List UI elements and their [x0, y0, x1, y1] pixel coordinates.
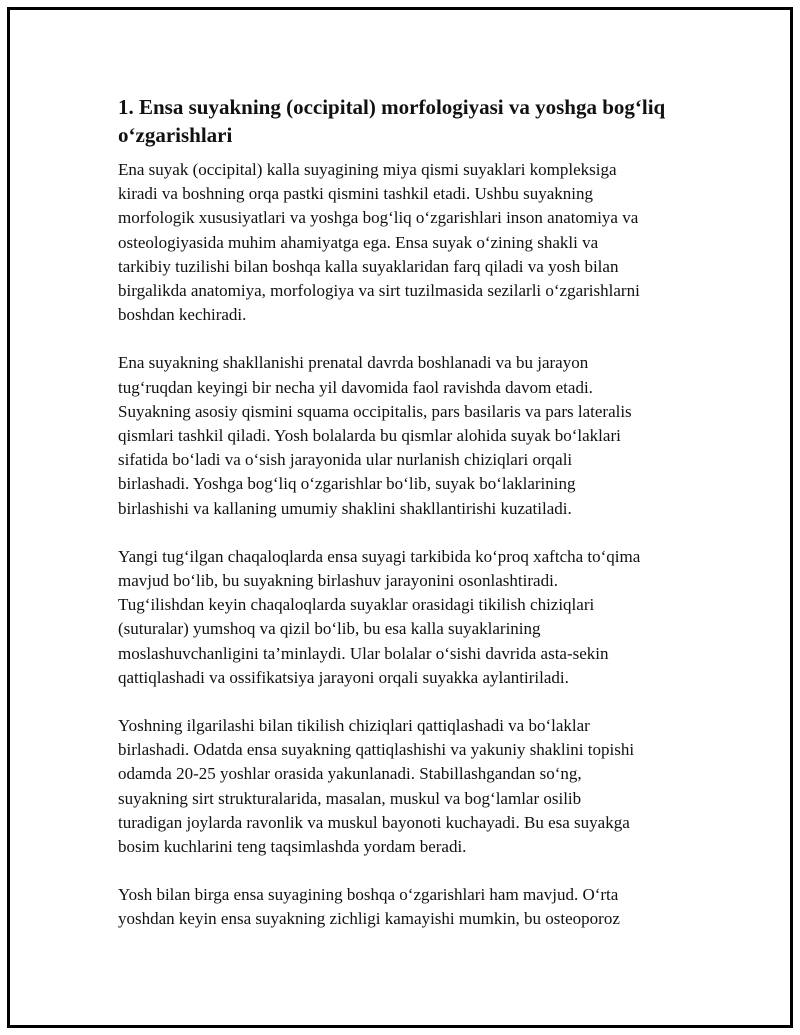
paragraph-3: Yangi tug‘ilgan chaqaloqlarda ensa suyagi tarkibida ko‘proq xaftcha to‘qima mavjud bo‘lib, bu suyakning birlashuv jarayonini osonlashtiradi. Tug‘ilishdan keyin chaqaloqlarda suyaklar orasidagi tikilish chiziqlari (suturalar) yumshoq va qizil bo‘lib, bu esa kalla suyaklarining moslashuvchanligini ta’minlaydi. Ular bolalar o‘sishi davrida asta-sekin qattiqlashadi va ossifikatsiya jarayoni orqali suyakka aylantiriladi. [118, 546, 641, 687]
paragraph-4: Yoshning ilgarilashi bilan tikilish chiziqlari qattiqlashadi va bo‘laklar birlashadi. Odatda ensa suyakning qattiqlashishi va yakuniy shaklini topishi odamda 20-25 yoshlar orasida yakunlanadi. Stabillashgandan so‘ng, suyakning sirt strukturalarida, masalan, muskul va bog‘lamlar osilib turadigan joylarda ravonlik va muskul bayonoti kuchayadi. Bu esa suyakga bosim kuchlarini teng taqsimlashda yordam beradi. [118, 716, 635, 857]
paragraph-5: Yosh bilan birga ensa suyagining boshqa o‘zgarishlari ham mavjud. O‘rta yoshdan keyin ensa suyakning zichligi kamayishi mumkin, bu osteoporoz [118, 885, 620, 929]
document-body [118, 93, 693, 956]
paragraph-1: Ena suyak (occipital) kalla suyagining miya qismi suyaklari kompleksiga kiradi va boshning orqa pastki qismini tashkil etadi. Ushbu suyakning morfologik xususiyatlari va yoshga bog‘liq o‘zgarishlari inson anatomiya va osteologiyasida muhim ahamiyatga ega. Ensa suyak o‘zining shakli va tarkibiy tuzilishi bilan boshqa kalla suyaklaridan farq qiladi va yosh bilan birgalikda anatomiya, morfologiya va sirt tuzilmasida sezilarli o‘zgarishlarni boshdan kechiradi. [118, 160, 640, 325]
paragraph-2: Ena suyakning shakllanishi prenatal davrda boshlanadi va bu jarayon tug‘ruqdan keyingi bir necha yil davomida faol ravishda davom etadi. Suyakning asosiy qismini squama occipitalis, pars basilaris va pars lateralis qismlari tashkil qiladi. Yosh bolalarda bu qismlar alohida suyak bo‘laklari sifatida bo‘ladi va o‘sish jarayonida ular nurlanish chiziqlari orqali birlashadi. Yoshga bog‘liq o‘zgarishlar bo‘lib, suyak bo‘laklarining birlashishi va kallaning umumiy shaklini shakllantirishi kuzatiladi. [118, 353, 632, 518]
section-heading: 1. Ensa suyakning (occipital) morfologiyasi va yoshga bog‘liq o‘zgarishlari [118, 95, 666, 147]
